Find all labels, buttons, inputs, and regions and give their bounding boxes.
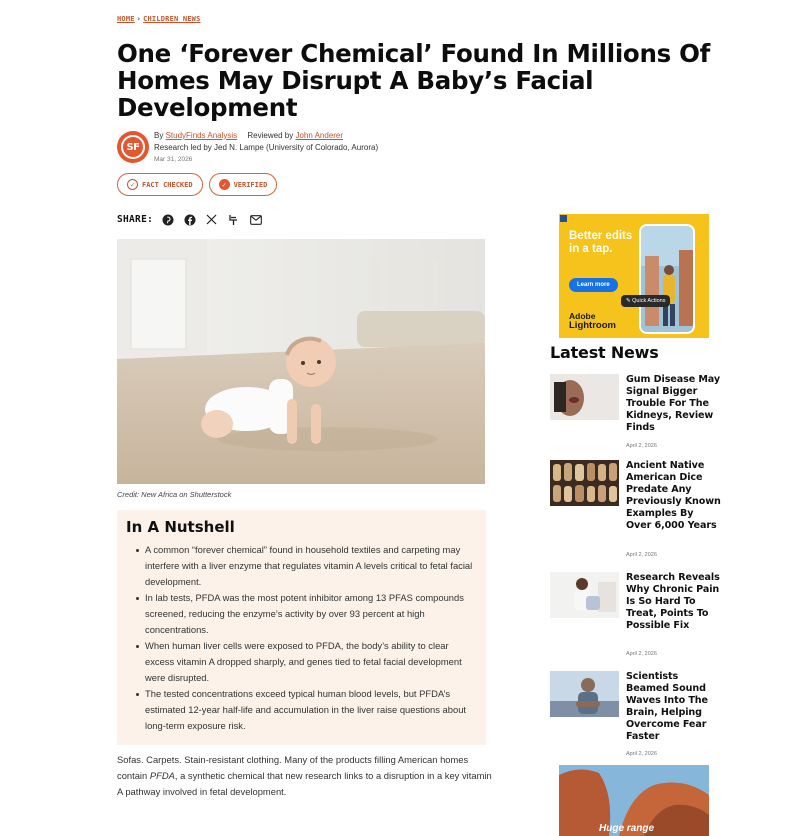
bottom-ad-banner[interactable] <box>559 765 709 836</box>
body-pfda-term: PFDA <box>149 770 175 781</box>
author-avatar[interactable] <box>117 131 149 163</box>
reviewer-link[interactable]: John Anderer <box>295 131 344 140</box>
ad-brand-line-1: Adobe <box>569 311 596 321</box>
avatar-initials: SF <box>121 135 145 159</box>
reviewed-prefix: Reviewed by <box>247 131 294 140</box>
share-label: SHARE: <box>117 214 154 225</box>
news-item[interactable] <box>550 460 725 564</box>
verified-shield-icon: ✓ <box>219 179 230 190</box>
news-item[interactable] <box>550 374 725 450</box>
news-date: April 2, 2026 <box>626 552 657 558</box>
nutshell-list <box>126 542 476 734</box>
fact-checked-label: FACT CHECKED <box>142 180 193 189</box>
bluesky-icon[interactable] <box>227 213 240 226</box>
wand-icon: ✎ <box>626 298 633 304</box>
news-title[interactable]: Gum Disease May Signal Bigger Trouble For The Kidneys, Review Finds <box>626 374 721 433</box>
news-date: April 2, 2026 <box>626 751 657 757</box>
by-prefix: By <box>154 131 164 140</box>
article-body-paragraph <box>117 752 492 800</box>
email-icon[interactable] <box>249 213 262 226</box>
news-date: April 2, 2026 <box>626 651 657 657</box>
news-item[interactable] <box>550 671 725 761</box>
author-link[interactable]: StudyFinds Analysis <box>165 131 238 140</box>
lightroom-ad[interactable] <box>559 214 709 338</box>
ad-brand <box>569 311 616 331</box>
check-icon: ✓ <box>127 179 138 190</box>
ad-headline: Better edits in a tap. <box>569 230 633 255</box>
nutshell-bullet: In lab tests, PFDA was the most potent inhibitor among 13 PFAS compounds screened, reducing the enzyme’s activity by over 93 percent at high concentrations. <box>137 590 476 638</box>
ad-quick-actions-chip <box>621 295 670 307</box>
breadcrumb-separator: › <box>136 15 142 23</box>
ad-learn-more-button[interactable]: Learn more <box>569 278 618 292</box>
news-title[interactable]: Research Reveals Why Chronic Pain Is So Hard To Treat, Points To Possible Fix <box>626 572 720 631</box>
fact-checked-badge[interactable] <box>117 173 203 196</box>
nutshell-bullet: When human liver cells were exposed to PFDA, the body’s ability to clear excess vitamin A dropped sharply, and genes tied to fetal facial development were disrupted. <box>137 638 476 686</box>
verified-label: VERIFIED <box>233 180 268 189</box>
news-date: April 2, 2026 <box>626 443 657 449</box>
breadcrumb-category-link[interactable]: CHILDREN NEWS <box>143 15 201 23</box>
publish-date: Mar 31, 2026 <box>154 156 193 163</box>
body-text-part-2: , a synthetic chemical that new research links to a disruption in a key vitamin A pathway involved in fetal development. <box>117 770 492 797</box>
breadcrumb-home-link[interactable]: HOME <box>117 15 135 23</box>
news-thumbnail-pain[interactable] <box>550 572 619 618</box>
ad-choices-icon[interactable] <box>560 215 567 222</box>
latest-news-heading: Latest News <box>550 343 659 362</box>
nutshell-bullet: The tested concentrations exceed typical human blood levels, but PFDA’s estimated 12-year half-life and accumulation in the liver raise questions about long-term exposure risk. <box>137 686 476 734</box>
nutshell-heading: In A Nutshell <box>126 518 235 536</box>
bottom-ad-text: Huge range <box>599 823 655 834</box>
news-thumbnail-brain[interactable] <box>550 671 619 717</box>
news-title[interactable]: Scientists Beamed Sound Waves Into The Brain, Helping Overcome Fear Faster <box>626 671 708 742</box>
hero-image-baby-on-carpet <box>117 239 485 484</box>
facebook-icon[interactable] <box>183 213 196 226</box>
ad-phone-image <box>639 224 695 334</box>
body-text-part-1: Sofas. Carpets. Stain-resistant clothing. Many of the products filling American homes contain <box>117 754 469 781</box>
article-title: One ‘Forever Chemical’ Found In Millions Of Homes May Disrupt A Baby’s Facial Development <box>117 39 711 122</box>
ad-chip-label: Quick Actions <box>632 298 666 304</box>
byline <box>154 130 378 166</box>
badges <box>117 173 277 196</box>
pinterest-icon[interactable] <box>161 213 174 226</box>
verified-badge[interactable] <box>209 173 278 196</box>
news-thumbnail-gum[interactable] <box>550 374 619 420</box>
share-bar <box>117 213 262 226</box>
image-credit: Credit: New Africa on Shutterstock <box>117 490 232 499</box>
research-led: Research led by Jed N. Lampe (University of Colorado, Aurora) <box>154 143 379 152</box>
x-twitter-icon[interactable] <box>205 213 218 226</box>
ad-brand-line-2: Lightroom <box>569 320 616 331</box>
news-thumbnail-dice[interactable] <box>550 460 619 506</box>
nutshell-box <box>117 510 486 745</box>
nutshell-bullet: A common “forever chemical” found in household textiles and carpeting may interfere with a liver enzyme that regulates vitamin A levels critical to fetal facial development. <box>137 542 476 590</box>
news-title[interactable]: Ancient Native American Dice Predate Any Previously Known Examples By Over 6,000 Years <box>626 460 721 531</box>
news-item[interactable] <box>550 572 725 664</box>
breadcrumb <box>117 15 200 23</box>
